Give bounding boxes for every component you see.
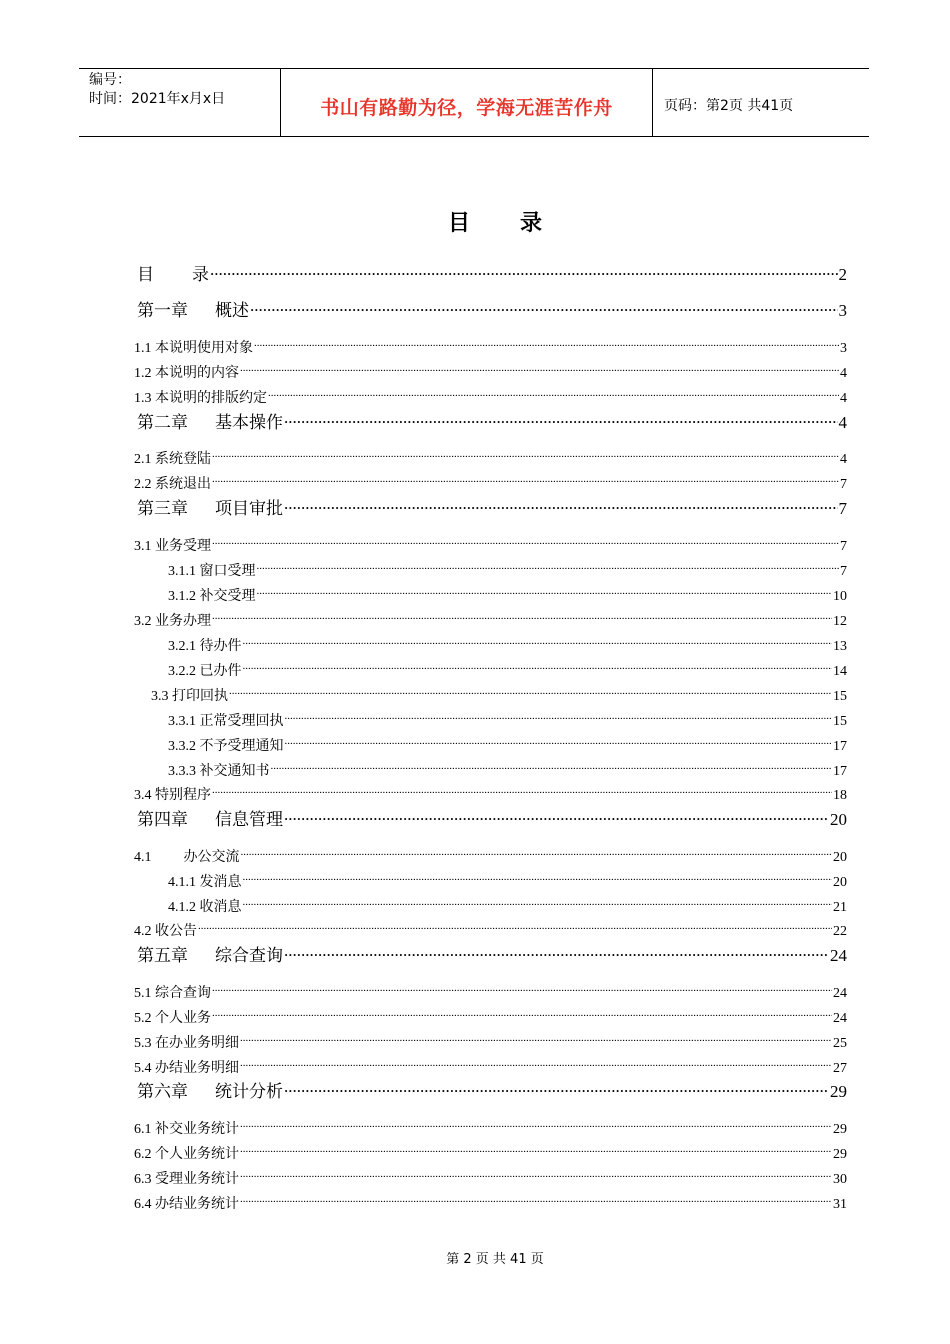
toc-dot-leader	[240, 1191, 832, 1208]
toc-page-number: 27	[833, 1061, 847, 1076]
toc-page-number: 2	[838, 265, 847, 284]
toc-dot-leader	[240, 1141, 832, 1158]
toc-dot-leader	[284, 408, 838, 428]
toc-page-number: 13	[833, 639, 847, 654]
toc-entry-label: 3.1.2 补交受理	[168, 589, 256, 604]
toc-page-number: 18	[833, 788, 847, 803]
toc-entry[interactable]	[134, 335, 847, 355]
toc-entry-label: 6.4 办结业务统计	[134, 1197, 239, 1212]
toc-page-number: 7	[840, 539, 847, 554]
toc-page-number: 24	[830, 946, 847, 965]
toc-dot-leader	[240, 1055, 832, 1072]
toc-dot-leader	[212, 608, 832, 625]
toc-entry-label: 5.3 在办业务明细	[134, 1036, 239, 1051]
toc-entry[interactable]	[134, 1141, 847, 1161]
toc-entry[interactable]	[151, 683, 847, 703]
toc-dot-leader	[243, 894, 833, 911]
toc-dot-leader	[271, 758, 833, 775]
toc-entry-label: 3.2.1 待办件	[168, 639, 242, 654]
toc-page-number: 12	[833, 614, 847, 629]
toc-entry-label: 6.2 个人业务统计	[134, 1147, 239, 1162]
toc-entry[interactable]	[134, 1005, 847, 1025]
toc-page-number: 10	[833, 589, 847, 604]
toc-page-number: 24	[833, 986, 847, 1001]
toc-entry-label: 3.4 特别程序	[134, 788, 211, 803]
toc-entry[interactable]	[134, 844, 847, 864]
toc-dot-leader	[212, 782, 832, 799]
toc-page-number: 29	[833, 1147, 847, 1162]
toc-dot-leader	[240, 1030, 832, 1047]
toc-dot-leader	[243, 633, 833, 650]
toc-dot-leader	[240, 360, 839, 377]
toc-chapter-entry[interactable]	[137, 1077, 847, 1101]
toc-dot-leader	[284, 1077, 829, 1097]
toc-entry-label: 4.1.1 发消息	[168, 875, 242, 890]
toc-entry[interactable]	[168, 658, 847, 678]
toc-dot-leader	[212, 533, 839, 550]
toc-entry-label: 3.3.1 正常受理回执	[168, 714, 284, 729]
page-footer: 第 2 页 共 41 页	[446, 1252, 544, 1267]
toc-entry-label: 第四章	[137, 810, 188, 829]
toc-entry-title: 办公交流	[183, 850, 240, 865]
toc-dot-leader	[285, 708, 833, 725]
toc-entry-label: 2.2 系统退出	[134, 477, 211, 492]
toc-entry[interactable]	[168, 894, 847, 914]
toc-page-number: 3	[840, 341, 847, 356]
toc-entry[interactable]	[134, 533, 847, 553]
toc-dot-leader	[285, 733, 833, 750]
doc-number-label: 编号：	[89, 72, 131, 88]
toc-page-number: 7	[838, 499, 847, 518]
toc-entry-label: 第五章	[137, 946, 188, 965]
toc-entry[interactable]	[134, 980, 847, 1000]
toc-dot-leader	[212, 446, 839, 463]
toc-chapter-entry[interactable]	[137, 260, 847, 284]
toc-entry-label: 3.1.1 窗口受理	[168, 564, 256, 579]
toc-entry[interactable]	[168, 733, 847, 753]
toc-title-char-2: 录	[520, 211, 543, 236]
toc-dot-leader	[210, 260, 838, 280]
toc-dot-leader	[284, 494, 838, 514]
toc-dot-leader	[284, 941, 829, 961]
motto-text: 书山有路勤为径，学海无涯苦作舟	[320, 97, 613, 119]
toc-page-number: 4	[840, 391, 847, 406]
toc-dot-leader	[240, 1116, 832, 1133]
toc-page-number: 14	[833, 664, 847, 679]
toc-entry-label: 5.2 个人业务	[134, 1011, 211, 1026]
toc-page-number: 15	[833, 714, 847, 729]
toc-entry-title: 基本操作	[215, 413, 283, 432]
toc-dot-leader	[240, 1166, 832, 1183]
toc-entry-label: 6.1 补交业务统计	[134, 1122, 239, 1137]
toc-chapter-entry[interactable]	[137, 494, 847, 518]
toc-entry[interactable]	[134, 918, 847, 938]
toc-entry-label: 5.1 综合查询	[134, 986, 211, 1001]
toc-entry-label: 3.3.3 补交通知书	[168, 764, 270, 779]
toc-entry-label: 1.2 本说明的内容	[134, 366, 239, 381]
toc-page-number: 20	[833, 850, 847, 865]
toc-entry[interactable]	[168, 869, 847, 889]
toc-entry[interactable]	[134, 1055, 847, 1075]
toc-page-number: 20	[830, 810, 847, 829]
toc-entry-label: 第三章	[137, 499, 188, 518]
toc-entry-title: 综合查询	[215, 946, 283, 965]
toc-entry[interactable]	[168, 558, 847, 578]
toc-chapter-entry[interactable]	[137, 296, 847, 320]
toc-entry-title: 项目审批	[215, 499, 283, 518]
toc-entry[interactable]	[134, 471, 847, 491]
toc-entry[interactable]	[134, 446, 847, 466]
toc-dot-leader	[250, 296, 838, 316]
toc-dot-leader	[268, 385, 839, 402]
toc-entry-label: 4.1	[134, 850, 152, 865]
toc-page-number: 17	[833, 739, 847, 754]
toc-entry-label: 3.1 业务受理	[134, 539, 211, 554]
toc-dot-leader	[254, 335, 839, 352]
toc-entry-title: 概述	[215, 301, 249, 320]
toc-dot-leader	[257, 583, 833, 600]
toc-entry[interactable]	[134, 1116, 847, 1136]
toc-page-number: 3	[838, 301, 847, 320]
toc-page-number: 25	[833, 1036, 847, 1051]
toc-dot-leader	[229, 683, 832, 700]
toc-dot-leader	[212, 980, 832, 997]
toc-dot-leader	[241, 844, 833, 861]
toc-entry-label: 4.2 收公告	[134, 924, 197, 939]
toc-chapter-entry[interactable]	[137, 941, 847, 965]
toc-entry-label: 第六章	[137, 1082, 188, 1101]
toc-entry[interactable]	[134, 1030, 847, 1050]
toc-page-number: 24	[833, 1011, 847, 1026]
toc-entry-label: 3.2.2 已办件	[168, 664, 242, 679]
toc-page-number: 29	[833, 1122, 847, 1137]
toc-page-number: 7	[840, 564, 847, 579]
toc-dot-leader	[212, 471, 839, 488]
toc-entry[interactable]	[134, 608, 847, 628]
toc-dot-leader	[257, 558, 840, 575]
toc-entry[interactable]	[168, 583, 847, 603]
toc-entry-title: 统计分析	[215, 1082, 283, 1101]
toc-page-number: 30	[833, 1172, 847, 1187]
toc-entry[interactable]	[134, 1166, 847, 1186]
toc-entry-label: 第二章	[137, 413, 188, 432]
toc-entry-label: 2.1 系统登陆	[134, 452, 211, 467]
toc-entry[interactable]	[134, 385, 847, 405]
toc-entry-label: 1.3 本说明的排版约定	[134, 391, 267, 406]
toc-page-number: 17	[833, 764, 847, 779]
date-label: 时间：2021年x月x日	[89, 91, 226, 107]
toc-page-number: 29	[830, 1082, 847, 1101]
toc-entry-label: 5.4 办结业务明细	[134, 1061, 239, 1076]
toc-entry-label: 目	[137, 265, 154, 284]
toc-title-char-1: 目	[447, 211, 470, 236]
toc-page-number: 4	[840, 452, 847, 467]
toc-entry-label: 3.2 业务办理	[134, 614, 211, 629]
toc-chapter-entry[interactable]	[137, 408, 847, 432]
toc-entry[interactable]	[134, 1191, 847, 1211]
toc-dot-leader	[284, 805, 829, 825]
toc-page-number: 4	[840, 366, 847, 381]
toc-dot-leader	[198, 918, 832, 935]
toc-dot-leader	[243, 869, 833, 886]
page-info: 页码：第2页 共41页	[664, 98, 794, 114]
toc-dot-leader	[243, 658, 833, 675]
toc-page-number: 21	[833, 900, 847, 915]
toc-entry[interactable]	[168, 633, 847, 653]
toc-entry-label: 1.1 本说明使用对象	[134, 341, 253, 356]
toc-page-number: 31	[833, 1197, 847, 1212]
toc-entry[interactable]	[134, 360, 847, 380]
toc-page-number: 15	[833, 689, 847, 704]
toc-entry[interactable]	[134, 782, 847, 802]
toc-dot-leader	[212, 1005, 832, 1022]
toc-entry-label: 4.1.2 收消息	[168, 900, 242, 915]
toc-page-number: 22	[833, 924, 847, 939]
toc-entry[interactable]	[168, 708, 847, 728]
toc-page-number: 4	[838, 413, 847, 432]
toc-entry-label: 3.3.2 不予受理通知	[168, 739, 284, 754]
toc-entry-label: 第一章	[137, 301, 188, 320]
toc-entry-label: 3.3 打印回执	[151, 689, 228, 704]
toc-chapter-entry[interactable]	[137, 805, 847, 829]
toc-entry-title: 信息管理	[215, 810, 283, 829]
toc-page-number: 20	[833, 875, 847, 890]
toc-entry-label: 6.3 受理业务统计	[134, 1172, 239, 1187]
toc-entry[interactable]	[168, 758, 847, 778]
toc-entry-title: 录	[192, 265, 209, 284]
toc-page-number: 7	[840, 477, 847, 492]
